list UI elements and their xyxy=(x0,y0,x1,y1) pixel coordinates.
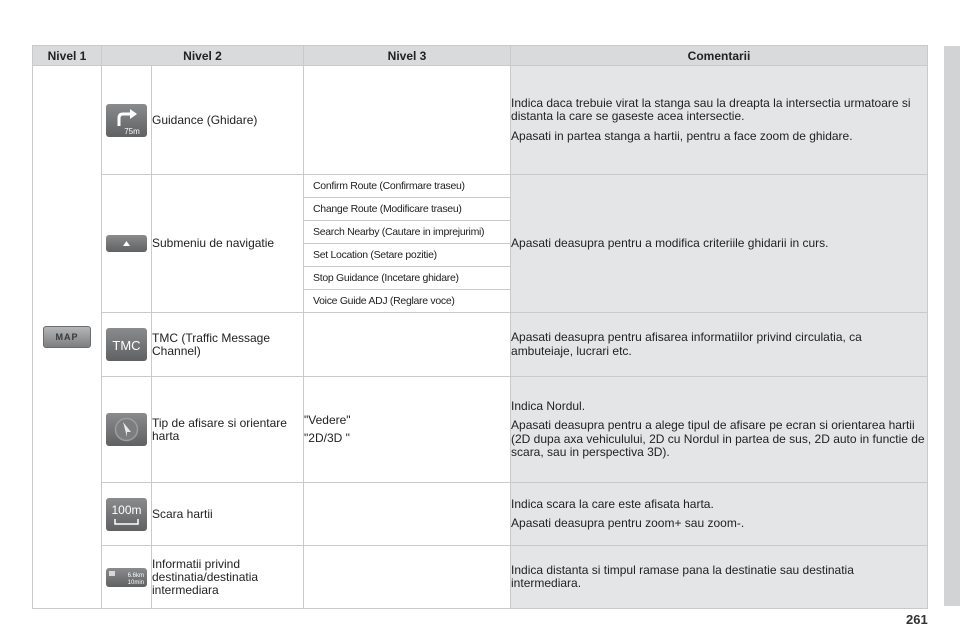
table-row xyxy=(33,66,928,175)
info-icon-cell xyxy=(102,546,152,609)
scale-comment-2: Apasati deasupra pentru zoom+ sau zoom-. xyxy=(511,516,745,530)
guidance-comment-2: Apasati in partea stanga a hartii, pentru a face zoom de ghidare. xyxy=(511,128,853,143)
submenu-icon-cell xyxy=(102,175,152,313)
guidance-label: Guidance (Ghidare) xyxy=(152,66,304,175)
map-scale-icon[interactable] xyxy=(106,498,147,531)
table-row xyxy=(33,313,928,377)
submenu-items-cell xyxy=(304,175,511,313)
guidance-comment-1: Indica daca trebuie virat la stanga sau la dreapta la intersectia urmatoare si distanta la care se gaseste acea intersectie. xyxy=(511,95,911,124)
header-nivel2: Nivel 2 xyxy=(102,46,304,66)
page-side-tab xyxy=(944,46,960,606)
tmc-icon[interactable] xyxy=(106,328,147,361)
info-comment: Indica distanta si timpul ramase pana la destinatie sau destinatia intermediara. xyxy=(511,546,928,609)
level1-cell xyxy=(33,66,102,609)
scale-icon-cell xyxy=(102,483,152,546)
display-label: Tip de afisare si orientare harta xyxy=(152,377,304,483)
scale-icon-text: 100m xyxy=(111,502,142,517)
map-button-label: MAP xyxy=(55,332,79,342)
info-level3-cell xyxy=(304,546,511,609)
tmc-comment: Apasati deasupra pentru afisarea informatiilor privind circulatia, ca ambuteiaje, lucrari etc. xyxy=(511,313,928,377)
guidance-distance-text: 75m xyxy=(124,126,140,136)
tmc-icon-text: TMC xyxy=(112,338,141,353)
submenu-comment: Apasati deasupra pentru a modifica criteriile ghidarii in curs. xyxy=(511,175,928,313)
display-level3-cell xyxy=(304,377,511,483)
display-option-vedere[interactable]: "Vedere" xyxy=(304,413,351,427)
scale-comment xyxy=(511,483,928,546)
page-number: 261 xyxy=(906,612,928,627)
display-comment xyxy=(511,377,928,483)
table-row xyxy=(33,483,928,546)
display-comment-1: Indica Nordul. xyxy=(511,398,586,413)
submenu-up-arrow-icon[interactable] xyxy=(106,235,147,252)
tmc-icon-cell xyxy=(102,313,152,377)
info-icon-distance: 6.6km xyxy=(127,572,144,579)
map-button-icon[interactable] xyxy=(43,326,91,348)
info-label: Informatii privind destinatia/destinatia intermediara xyxy=(152,546,304,609)
tmc-label: TMC (Traffic Message Channel) xyxy=(152,313,304,377)
submenu-label: Submeniu de navigatie xyxy=(152,175,304,313)
turn-right-arrow-icon[interactable] xyxy=(106,104,147,137)
guidance-level3-cell xyxy=(304,66,511,175)
submenu-item-voice-guide[interactable]: Voice Guide ADJ (Reglare voce) xyxy=(313,295,455,307)
destination-info-icon[interactable] xyxy=(106,568,147,587)
scale-label: Scara hartii xyxy=(152,483,304,546)
scale-level3-cell xyxy=(304,483,511,546)
display-comment-2: Apasati deasupra pentru a alege tipul de afisare pe ecran si orientarea hartii (2D dupa axa vehiculului, 2D cu Nordul in partea de sus, 2D auto in functie de scara, sau in perspectiva 3D). xyxy=(511,418,925,459)
compass-icon[interactable] xyxy=(106,413,147,446)
header-nivel1: Nivel 1 xyxy=(33,46,102,66)
display-option-2d3d[interactable]: "2D/3D " xyxy=(304,431,350,445)
info-icon-time: 10min xyxy=(127,579,144,586)
scale-comment-1: Indica scara la care este afisata harta. xyxy=(511,496,714,511)
tmc-level3-cell xyxy=(304,313,511,377)
guidance-comment xyxy=(511,66,928,175)
header-comentarii: Comentarii xyxy=(511,46,928,66)
submenu-item-change-route[interactable]: Change Route (Modificare traseu) xyxy=(304,198,510,221)
submenu-item-set-location[interactable]: Set Location (Setare pozitie) xyxy=(304,244,510,267)
navigation-menu-table xyxy=(32,45,928,609)
table-row xyxy=(33,175,928,313)
header-nivel3: Nivel 3 xyxy=(304,46,511,66)
table-header-row xyxy=(33,46,928,66)
table-row xyxy=(33,546,928,609)
table-row xyxy=(33,377,928,483)
display-icon-cell xyxy=(102,377,152,483)
submenu-item-confirm-route[interactable]: Confirm Route (Confirmare traseu) xyxy=(304,175,510,198)
submenu-item-search-nearby[interactable]: Search Nearby (Cautare in imprejurimi) xyxy=(304,221,510,244)
guidance-icon-cell xyxy=(102,66,152,175)
submenu-item-stop-guidance[interactable]: Stop Guidance (Incetare ghidare) xyxy=(304,267,510,290)
